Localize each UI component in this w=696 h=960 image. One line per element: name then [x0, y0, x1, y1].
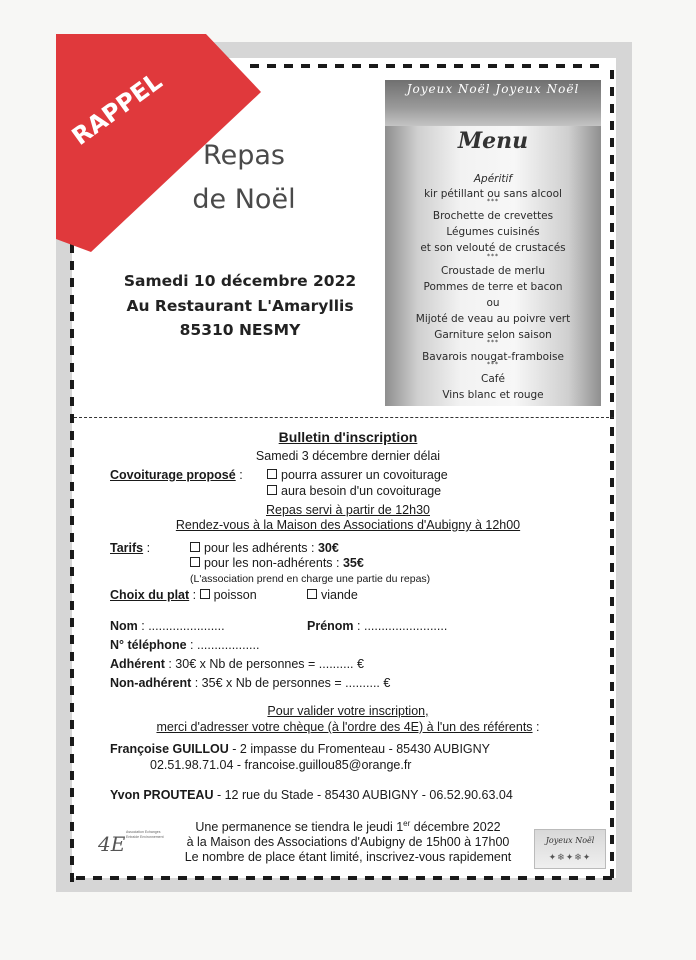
tarif-option-2[interactable]	[190, 556, 364, 570]
perm-line1-b: décembre 2022	[410, 820, 501, 835]
ref2-name: Yvon PROUTEAU	[110, 788, 214, 802]
checkbox-viande[interactable]	[307, 589, 317, 599]
border-dash	[610, 104, 614, 113]
border-dash	[610, 835, 614, 844]
border-dash	[70, 805, 74, 814]
border-dash	[610, 325, 614, 334]
perm-line3: Le nombre de place étant limité, inscrivez-vous rapidement	[184, 850, 512, 864]
border-dash	[610, 614, 614, 623]
border-dash	[590, 64, 599, 68]
menu-item: Bavarois nougat-framboise	[422, 351, 564, 363]
border-dash	[610, 189, 614, 198]
ornaments-icon: ✦❄✦❄✦	[548, 852, 592, 862]
nom-field[interactable]	[110, 619, 225, 633]
tarifs-label: Tarifs	[110, 541, 144, 555]
perm-line1	[150, 819, 546, 834]
serve-line: Repas servi à partir de 12h30	[266, 503, 430, 517]
ref2-address: - 12 rue du Stade - 85430 AUBIGNY - 06.52.90.63.04	[213, 788, 513, 802]
border-dash	[610, 852, 614, 861]
border-dash	[161, 876, 170, 880]
border-dash	[467, 876, 476, 880]
border-dash	[610, 767, 614, 776]
border-dash	[70, 669, 74, 678]
border-dash	[610, 478, 614, 487]
covoit-label: Covoiturage proposé	[110, 468, 236, 482]
border-dash	[365, 876, 374, 880]
menu-separator: ***	[487, 361, 499, 368]
border-dash	[70, 788, 74, 797]
tarif-note: (L'association prend en charge une partie du repas)	[190, 573, 431, 585]
border-dash	[70, 278, 74, 287]
border-dash	[70, 601, 74, 610]
menu-item: Croustade de merlu	[440, 265, 546, 277]
border-dash	[569, 876, 578, 880]
border-dash	[556, 64, 565, 68]
nonadh-field[interactable]	[110, 676, 390, 690]
border-dash	[610, 308, 614, 317]
border-dash	[610, 206, 614, 215]
border-dash	[70, 652, 74, 661]
validate-colon: :	[532, 720, 540, 734]
border-dash	[610, 291, 614, 300]
border-dash	[416, 876, 425, 880]
menu-separator: ***	[487, 253, 499, 260]
plat-colon: :	[189, 588, 197, 602]
border-dash	[318, 64, 327, 68]
menu-item: Apéritif	[473, 173, 513, 185]
rdv-line: Rendez-vous à la Maison des Associations d'Aubigny à 12h00	[175, 518, 521, 532]
border-dash	[70, 261, 74, 270]
border-dash	[70, 414, 74, 423]
logo-mark: 4E	[98, 832, 126, 856]
plat-opt1: poisson	[213, 588, 257, 602]
adh-formula: : 30€ x Nb de personnes = .......... €	[164, 657, 364, 671]
border-dash	[70, 635, 74, 644]
prenom-label: Prénom	[307, 619, 354, 633]
border-dash	[610, 257, 614, 266]
border-dash	[70, 465, 74, 474]
menu-item: Café	[481, 373, 505, 385]
border-dash	[70, 822, 74, 831]
covoit-colon: :	[235, 468, 243, 482]
covoit-opt2-label: aura besoin d'un covoiturage	[281, 484, 442, 498]
border-dash	[539, 64, 548, 68]
border-dash	[610, 869, 614, 878]
border-dash	[484, 876, 493, 880]
border-dash	[212, 876, 221, 880]
menu-item: Brochette de crevettes	[432, 210, 554, 222]
border-dash	[501, 876, 510, 880]
border-dash	[610, 631, 614, 640]
border-dash	[610, 580, 614, 589]
border-dash	[610, 376, 614, 385]
form-deadline: Samedi 3 décembre dernier délai	[255, 449, 441, 463]
separator-line	[74, 417, 614, 418]
border-dash	[403, 64, 412, 68]
border-dash	[610, 223, 614, 232]
border-dash	[144, 876, 153, 880]
border-dash	[610, 172, 614, 181]
border-dash	[505, 64, 514, 68]
covoit-opt1-label: pourra assurer un covoiturage	[281, 468, 448, 482]
ref2-row	[110, 788, 513, 802]
border-dash	[610, 597, 614, 606]
title-line2: de Noël	[192, 184, 296, 215]
border-dash	[70, 686, 74, 695]
plat-label: Choix du plat	[110, 588, 190, 602]
border-dash	[610, 240, 614, 249]
menu-item: Vins blanc et rouge	[442, 389, 544, 401]
checkbox[interactable]	[190, 542, 200, 552]
border-dash	[610, 665, 614, 674]
border-dash	[488, 64, 497, 68]
border-dash	[610, 784, 614, 793]
border-dash	[335, 64, 344, 68]
validate-line2: merci d'adresser votre chèque (à l'ordre des 4E) à l'un des référents	[156, 720, 533, 734]
border-dash	[610, 563, 614, 572]
ref1-name: Françoise GUILLOU	[110, 742, 229, 756]
border-dash	[331, 876, 340, 880]
border-dash	[70, 550, 74, 559]
border-dash	[70, 839, 74, 848]
covoit-option-2[interactable]	[267, 484, 441, 498]
adh-label: Adhérent	[110, 657, 165, 671]
border-dash	[314, 876, 323, 880]
border-dash	[610, 274, 614, 283]
border-dash	[610, 733, 614, 742]
border-dash	[535, 876, 544, 880]
event-place: Au Restaurant L'Amaryllis	[126, 297, 354, 315]
border-dash	[70, 363, 74, 372]
border-dash	[70, 346, 74, 355]
menu-title: Menu	[457, 128, 529, 154]
checkbox-poisson[interactable]	[200, 589, 210, 599]
border-dash	[195, 876, 204, 880]
tel-field[interactable]	[110, 638, 259, 652]
border-dash	[284, 64, 293, 68]
border-dash	[522, 64, 531, 68]
perm-line2: à la Maison des Associations d'Aubigny de 15h00 à 17h00	[186, 835, 510, 849]
ref1-contact: 02.51.98.71.04 - francoise.guillou85@orange.fr	[150, 758, 412, 772]
tarif2-price: 35€	[342, 556, 364, 570]
nom-label: Nom	[110, 619, 138, 633]
border-dash	[70, 873, 74, 882]
border-dash	[297, 876, 306, 880]
border-dash	[437, 64, 446, 68]
menu-separator: ***	[487, 198, 499, 205]
border-dash	[610, 121, 614, 130]
border-dash	[610, 359, 614, 368]
form-heading: Bulletin d'inscription	[278, 429, 418, 445]
border-dash	[610, 648, 614, 657]
event-date: Samedi 10 décembre 2022	[123, 272, 357, 290]
ref1-row	[110, 742, 490, 756]
border-dash	[70, 584, 74, 593]
nom-dots: : ......................	[137, 619, 225, 633]
logo-subtext: Association Echanges Entraide Environnement	[126, 830, 164, 839]
border-dash	[573, 64, 582, 68]
border-dash	[127, 876, 136, 880]
border-dash	[70, 856, 74, 865]
title-line1: Repas	[203, 140, 285, 171]
border-dash	[610, 750, 614, 759]
tarifs-colon: :	[143, 541, 151, 555]
border-dash	[471, 64, 480, 68]
tel-dots: : ..................	[186, 638, 260, 652]
border-dash	[610, 801, 614, 810]
border-dash	[70, 754, 74, 763]
border-dash	[70, 567, 74, 576]
border-dash	[586, 876, 595, 880]
border-dash	[610, 155, 614, 164]
border-dash	[70, 397, 74, 406]
border-dash	[454, 64, 463, 68]
border-dash	[382, 876, 391, 880]
menu-item: Pommes de terre et bacon	[423, 281, 563, 293]
menu-item: et son velouté de crustacés	[420, 242, 566, 254]
border-dash	[610, 70, 614, 79]
tarifs-label-row	[110, 541, 150, 555]
border-dash	[610, 87, 614, 96]
border-dash	[70, 312, 74, 321]
tarif-option-1[interactable]	[190, 541, 339, 555]
border-dash	[70, 482, 74, 491]
event-town: 85310 NESMY	[179, 321, 301, 339]
border-dash	[610, 546, 614, 555]
border-dash	[450, 876, 459, 880]
border-dash	[348, 876, 357, 880]
validate-line2-row	[0, 720, 696, 734]
border-dash	[352, 64, 361, 68]
menu-item: Mijoté de veau au poivre vert	[415, 313, 571, 325]
border-dash	[610, 342, 614, 351]
border-dash	[610, 818, 614, 827]
checkbox[interactable]	[267, 469, 277, 479]
menu-banner: Joyeux Noël Joyeux Noël	[406, 82, 580, 96]
prenom-dots: : ........................	[353, 619, 448, 633]
border-dash	[552, 876, 561, 880]
border-dash	[369, 64, 378, 68]
border-dash	[433, 876, 442, 880]
border-dash	[110, 876, 119, 880]
prenom-field[interactable]	[307, 619, 447, 633]
checkbox[interactable]	[267, 485, 277, 495]
border-dash	[178, 876, 187, 880]
covoit-option-1[interactable]	[267, 468, 448, 482]
border-dash	[399, 876, 408, 880]
tarif2-label: pour les non-adhérents :	[204, 556, 343, 570]
plat-opt2: viande	[321, 588, 358, 602]
border-dash	[70, 380, 74, 389]
rappel-text: RAPPEL	[66, 67, 168, 151]
ref1-address: - 2 impasse du Fromenteau - 85430 AUBIGNY	[228, 742, 491, 756]
border-dash	[610, 682, 614, 691]
nonadh-label: Non-adhérent	[110, 676, 192, 690]
menu-item: kir pétillant ou sans alcool	[424, 188, 562, 200]
border-dash	[267, 64, 276, 68]
tarif1-label: pour les adhérents :	[204, 541, 318, 555]
border-dash	[386, 64, 395, 68]
border-dash	[246, 876, 255, 880]
tarif1-price: 30€	[317, 541, 339, 555]
plat-row	[110, 588, 257, 602]
menu-item: Garniture selon saison	[434, 329, 552, 341]
border-dash	[70, 737, 74, 746]
badge-text: Joyeux Noël	[545, 836, 595, 845]
christmas-badge	[534, 829, 606, 869]
border-dash	[420, 64, 429, 68]
tel-label: N° téléphone	[110, 638, 187, 652]
menu-separator: ***	[487, 339, 499, 346]
border-dash	[263, 876, 272, 880]
adh-field[interactable]	[110, 657, 364, 671]
border-dash	[93, 876, 102, 880]
border-dash	[76, 876, 85, 880]
validate-line1: Pour valider votre inscription,	[267, 704, 429, 718]
border-dash	[610, 138, 614, 147]
association-logo	[96, 830, 166, 866]
border-dash	[70, 533, 74, 542]
border-dash	[70, 618, 74, 627]
menu-item: Légumes cuisinés	[446, 226, 540, 238]
border-dash	[518, 876, 527, 880]
border-dash	[610, 393, 614, 402]
border-dash	[229, 876, 238, 880]
checkbox[interactable]	[190, 557, 200, 567]
border-dash	[301, 64, 310, 68]
border-dash	[70, 329, 74, 338]
plat-option-2[interactable]	[307, 588, 358, 602]
perm-line1-a: Une permanence se tiendra le jeudi 1	[195, 820, 404, 835]
border-dash	[70, 771, 74, 780]
border-dash	[280, 876, 289, 880]
border-dash	[70, 295, 74, 304]
menu-item: ou	[486, 297, 500, 309]
covoit-label-row	[110, 468, 243, 482]
nonadh-formula: : 35€ x Nb de personnes = .......... €	[191, 676, 391, 690]
perm-line1-sup: er	[403, 819, 411, 828]
menu-card	[385, 80, 601, 406]
